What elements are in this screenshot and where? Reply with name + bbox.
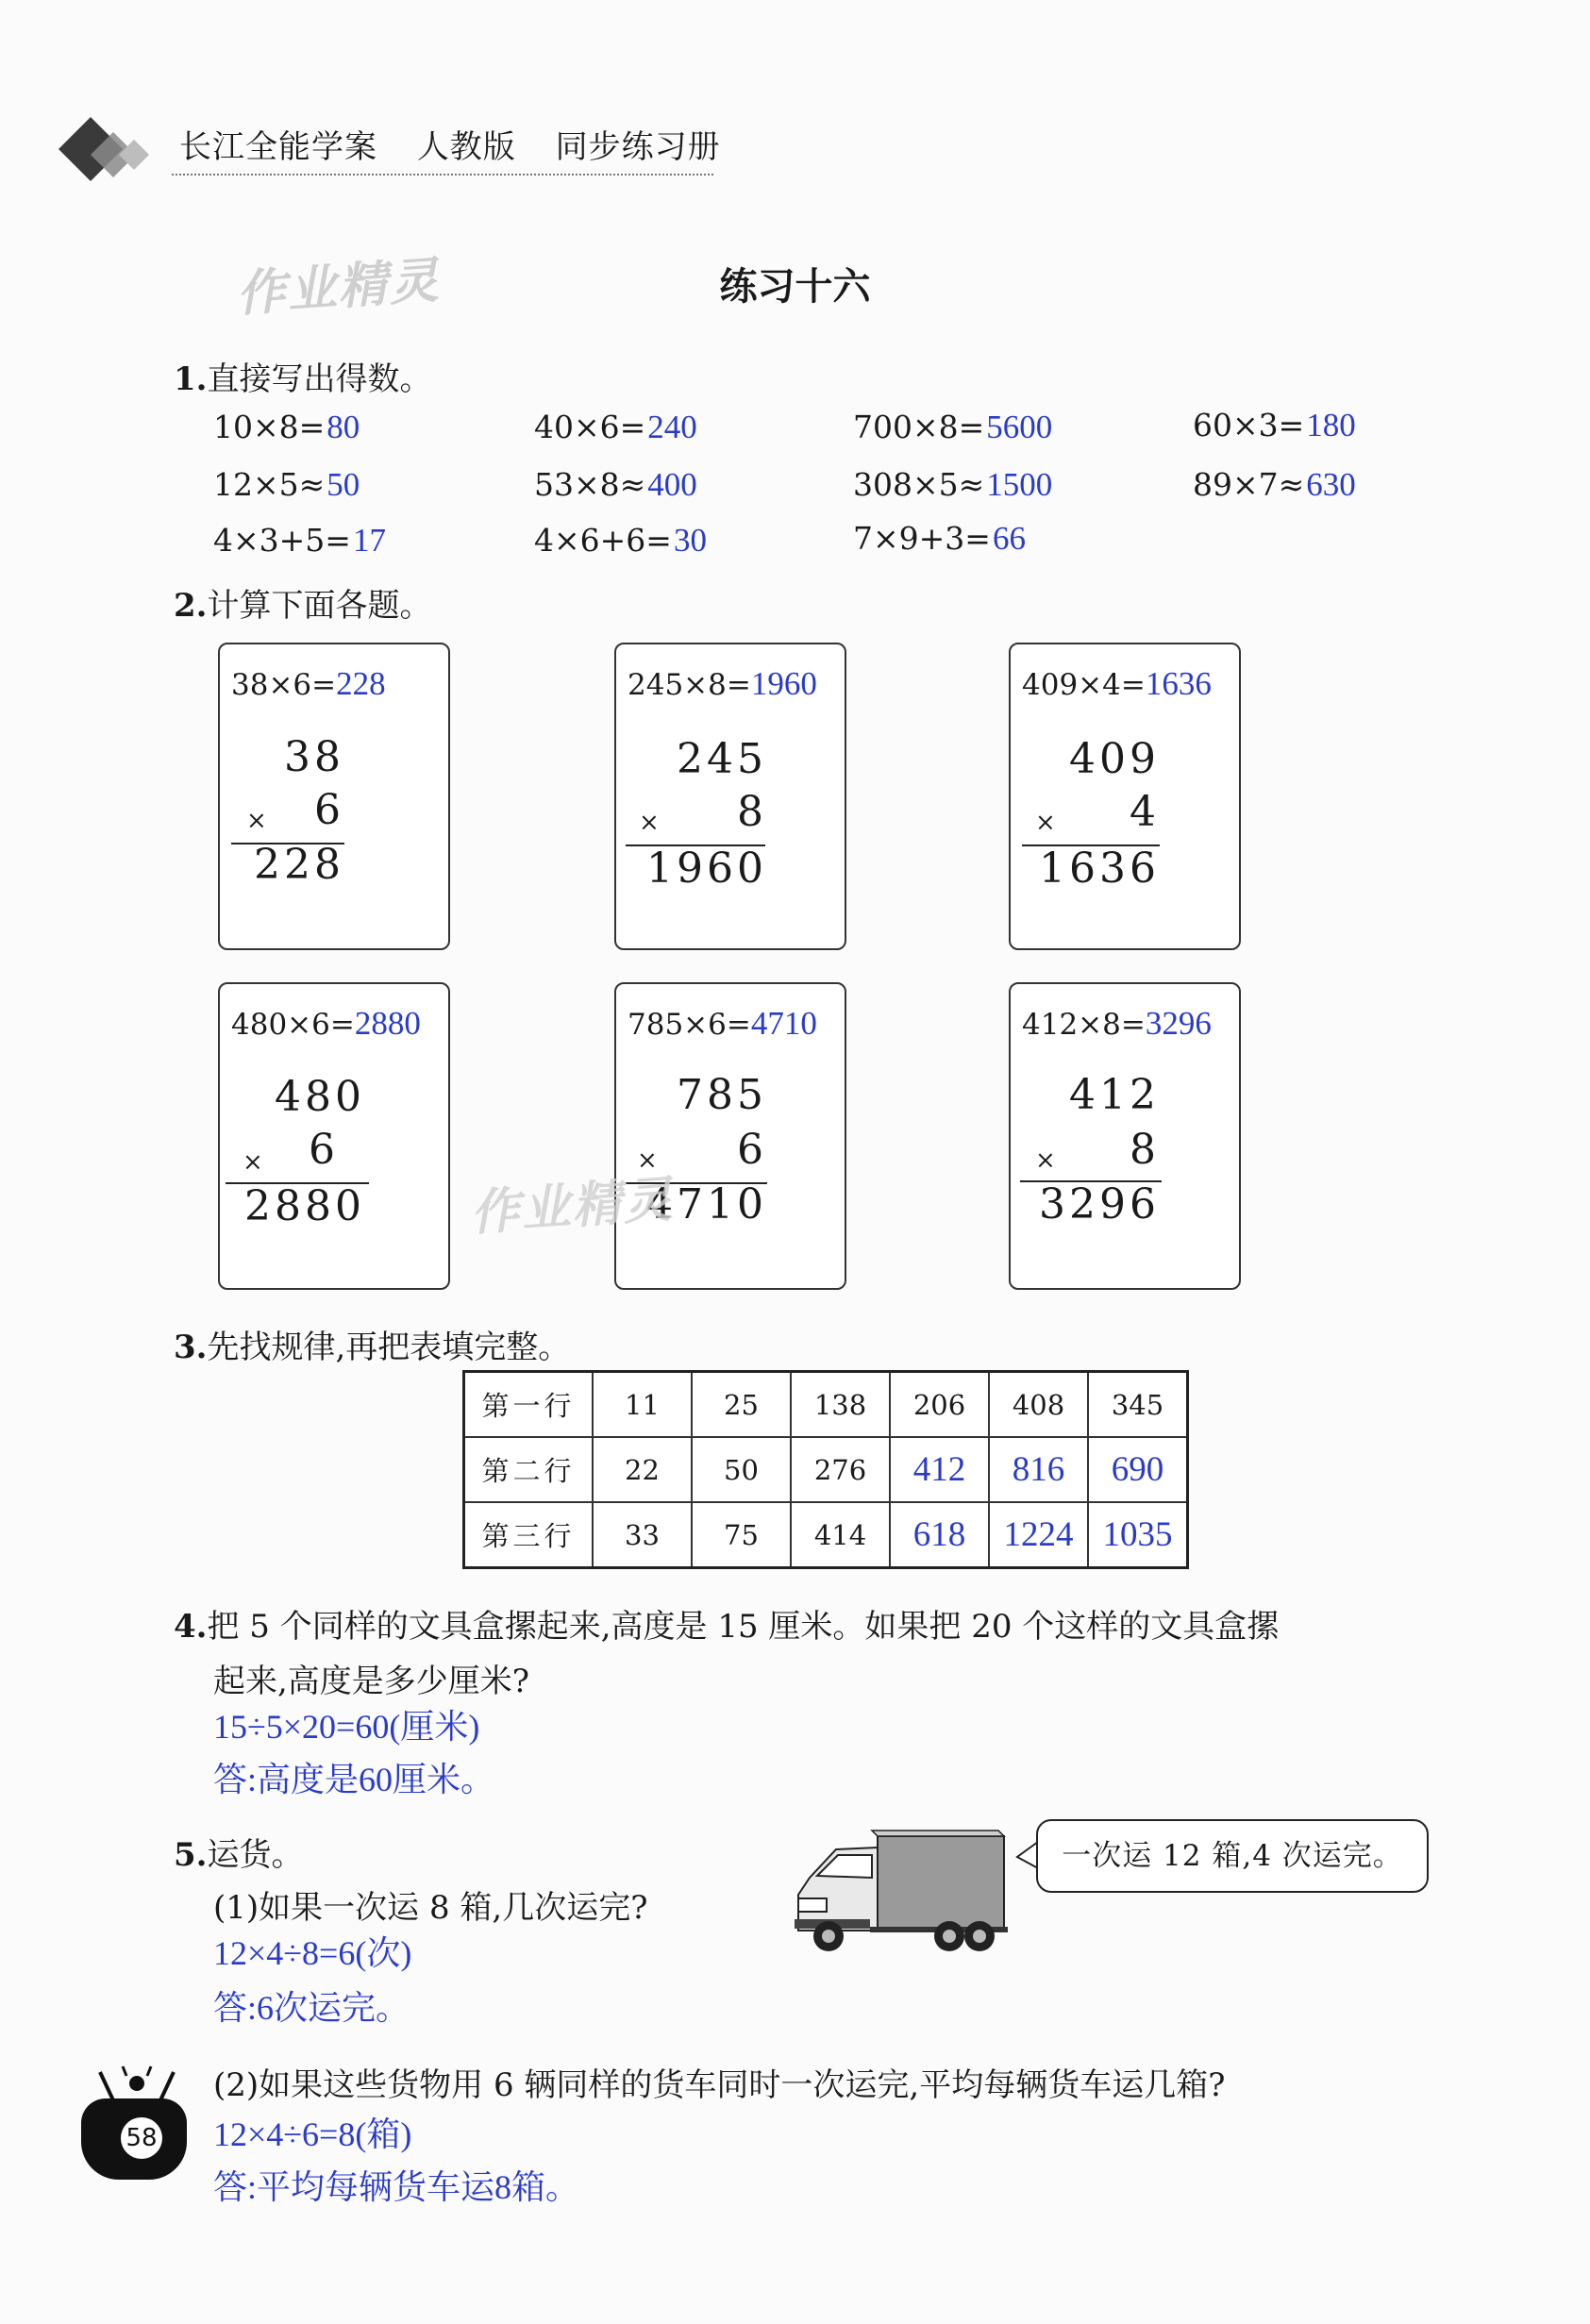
calc-multiplicand: 409 bbox=[1069, 735, 1160, 783]
table-cell: 414 bbox=[791, 1502, 890, 1568]
header-series: 同步练习册 bbox=[555, 128, 721, 166]
calc-answer: 4710 bbox=[750, 1005, 817, 1042]
q4-line2: 起来,高度是多少厘米? bbox=[213, 1663, 530, 1700]
calc-multiplier: 8 bbox=[1130, 1126, 1160, 1174]
header-text bbox=[179, 121, 749, 167]
table-row bbox=[464, 1372, 1188, 1438]
calc-multiplicand: 38 bbox=[284, 733, 344, 781]
times-sign: × bbox=[637, 1146, 658, 1175]
table-answer-cell: 1224 bbox=[989, 1502, 1088, 1568]
table-answer-cell: 412 bbox=[890, 1437, 989, 1502]
table-cell: 206 bbox=[890, 1372, 989, 1438]
q1-prompt: 直接写出得数。 bbox=[207, 360, 432, 398]
pattern-table bbox=[462, 1370, 1189, 1569]
calc-answer: 1960 bbox=[750, 665, 817, 702]
calc-product: 1636 bbox=[1039, 844, 1160, 893]
q1-answer: 5600 bbox=[986, 409, 1053, 445]
table-cell: 22 bbox=[593, 1437, 692, 1502]
q1-item: 12×5≈50 bbox=[213, 466, 360, 503]
calc-card: 480×6=2880 480 × 6 2880 bbox=[218, 982, 450, 1290]
table-row bbox=[464, 1437, 1188, 1502]
table-cell: 345 bbox=[1088, 1372, 1188, 1438]
q2-prompt: 计算下面各题。 bbox=[207, 587, 432, 625]
calc-product: 4710 bbox=[646, 1180, 767, 1229]
q2-heading bbox=[174, 579, 432, 626]
q1-item: 10×8=80 bbox=[213, 409, 360, 445]
header-logo-diamonds bbox=[55, 111, 159, 187]
times-sign: × bbox=[1035, 809, 1056, 837]
times-sign: × bbox=[639, 809, 660, 837]
q5-part1-answer: 答:6次运完。 bbox=[213, 1989, 410, 2027]
table-answer-cell: 816 bbox=[989, 1437, 1088, 1502]
times-sign: × bbox=[246, 807, 267, 835]
q1-item: 4×3+5=17 bbox=[213, 522, 386, 559]
q1-item: 4×6+6=30 bbox=[534, 522, 707, 559]
q1-item: 60×3=180 bbox=[1193, 407, 1356, 443]
row-label: 第一行 bbox=[464, 1372, 594, 1438]
times-sign: × bbox=[1035, 1146, 1056, 1175]
calc-multiplicand: 245 bbox=[677, 735, 767, 783]
q5-heading bbox=[174, 1829, 304, 1875]
calc-product: 1960 bbox=[646, 844, 767, 893]
q3-prompt: 先找规律,再把表填完整。 bbox=[207, 1329, 571, 1366]
table-cell: 50 bbox=[692, 1437, 791, 1502]
q2-num: 2. bbox=[174, 587, 208, 625]
calc-card: 38×6=228 38 × 6 228 bbox=[218, 643, 450, 950]
calc-multiplicand: 785 bbox=[677, 1071, 767, 1119]
page-number: 58 bbox=[121, 2117, 162, 2159]
header-divider bbox=[172, 174, 713, 176]
q1-heading bbox=[174, 353, 432, 399]
q5-part1: (1)如果一次运 8 箱,几次运完? bbox=[213, 1889, 648, 1927]
calc-card: 409×4=1636 409 × 4 1636 bbox=[1009, 643, 1241, 950]
calc-answer: 2880 bbox=[354, 1005, 421, 1042]
q5-part2-answer: 答:平均每辆货车运8箱。 bbox=[213, 2168, 580, 2206]
table-answer-cell: 690 bbox=[1088, 1437, 1188, 1502]
calc-multiplicand: 480 bbox=[275, 1073, 365, 1121]
calc-multiplier: 6 bbox=[309, 1126, 339, 1174]
q1-item: 700×8=5600 bbox=[853, 409, 1053, 445]
page-title: 练习十六 bbox=[719, 264, 871, 309]
q1-item: 53×8≈400 bbox=[534, 466, 697, 503]
table-cell: 138 bbox=[791, 1372, 890, 1438]
table-cell: 408 bbox=[989, 1372, 1088, 1438]
table-cell: 276 bbox=[791, 1437, 890, 1502]
times-sign: × bbox=[243, 1148, 263, 1177]
table-cell: 75 bbox=[692, 1502, 791, 1568]
truck-illustration bbox=[791, 1829, 1008, 1956]
table-answer-cell: 618 bbox=[890, 1502, 989, 1568]
watermark-top: 作业精灵 bbox=[234, 252, 443, 324]
q5-part2-work: 12×4÷6=8(箱) bbox=[213, 2115, 412, 2153]
q4-num: 4. bbox=[174, 1608, 208, 1646]
table-answer-cell: 1035 bbox=[1088, 1502, 1188, 1568]
q5-prompt: 运货。 bbox=[207, 1836, 304, 1874]
q4-answer: 答:高度是60厘米。 bbox=[213, 1761, 495, 1798]
q1-item: 7×9+3=66 bbox=[853, 520, 1026, 557]
q1-answer: 80 bbox=[326, 409, 360, 445]
speech-bubble: 一次运 12 箱,4 次运完。 bbox=[1036, 1819, 1429, 1893]
header-book: 长江全能学案 bbox=[179, 128, 377, 166]
calc-product: 3296 bbox=[1039, 1180, 1160, 1229]
calc-multiplier: 6 bbox=[737, 1126, 767, 1174]
q1-item: 308×5≈1500 bbox=[853, 466, 1053, 503]
page-number-badge bbox=[81, 2098, 187, 2180]
row-label: 第二行 bbox=[464, 1437, 594, 1502]
watermark-mid: 作业精灵 bbox=[468, 1171, 677, 1243]
q1-answer: 630 bbox=[1306, 466, 1356, 503]
q5-part1-work: 12×4÷8=6(次) bbox=[213, 1934, 412, 1972]
q1-answer: 240 bbox=[647, 409, 697, 445]
q1-answer: 1500 bbox=[986, 466, 1053, 503]
calc-card: 245×8=1960 245 × 8 1960 bbox=[614, 643, 846, 950]
calc-multiplier: 8 bbox=[737, 788, 767, 836]
q1-answer: 30 bbox=[673, 522, 707, 559]
q1-answer: 400 bbox=[647, 466, 697, 503]
q1-answer: 50 bbox=[326, 466, 360, 503]
q5-num: 5. bbox=[174, 1836, 208, 1874]
q3-heading bbox=[174, 1321, 570, 1367]
q4-line1: 4.把 5 个同样的文具盒摞起来,高度是 15 厘米。如果把 20 个这样的文具盒摞 bbox=[174, 1608, 1280, 1646]
calc-answer: 1636 bbox=[1145, 665, 1212, 702]
table-cell: 25 bbox=[692, 1372, 791, 1438]
table-cell: 11 bbox=[593, 1372, 692, 1438]
q1-answer: 66 bbox=[992, 520, 1026, 557]
calc-product: 228 bbox=[254, 841, 344, 889]
row-label: 第三行 bbox=[464, 1502, 594, 1568]
q5-part2: (2)如果这些货物用 6 辆同样的货车同时一次运完,平均每辆货车运几箱? bbox=[213, 2066, 1226, 2104]
calc-card: 785×6=4710 785 × 6 4710 bbox=[614, 982, 846, 1290]
calc-product: 2880 bbox=[244, 1182, 365, 1230]
q1-item: 89×7≈630 bbox=[1193, 466, 1356, 503]
q1-answer: 17 bbox=[352, 522, 386, 559]
q3-num: 3. bbox=[174, 1329, 208, 1366]
calc-multiplier: 6 bbox=[314, 786, 344, 834]
calc-multiplicand: 412 bbox=[1069, 1071, 1160, 1119]
table-row bbox=[464, 1502, 1188, 1568]
q1-item: 40×6=240 bbox=[534, 409, 697, 445]
calc-answer: 3296 bbox=[1145, 1005, 1212, 1042]
q1-answer: 180 bbox=[1306, 407, 1356, 443]
calc-multiplier: 4 bbox=[1130, 788, 1160, 836]
table-cell: 33 bbox=[593, 1502, 692, 1568]
q1-num: 1. bbox=[174, 360, 208, 398]
calc-answer: 228 bbox=[336, 665, 386, 702]
q4-work: 15÷5×20=60(厘米) bbox=[213, 1708, 480, 1746]
header-edition: 人教版 bbox=[416, 128, 516, 166]
calc-card: 412×8=3296 412 × 8 3296 bbox=[1009, 982, 1241, 1290]
